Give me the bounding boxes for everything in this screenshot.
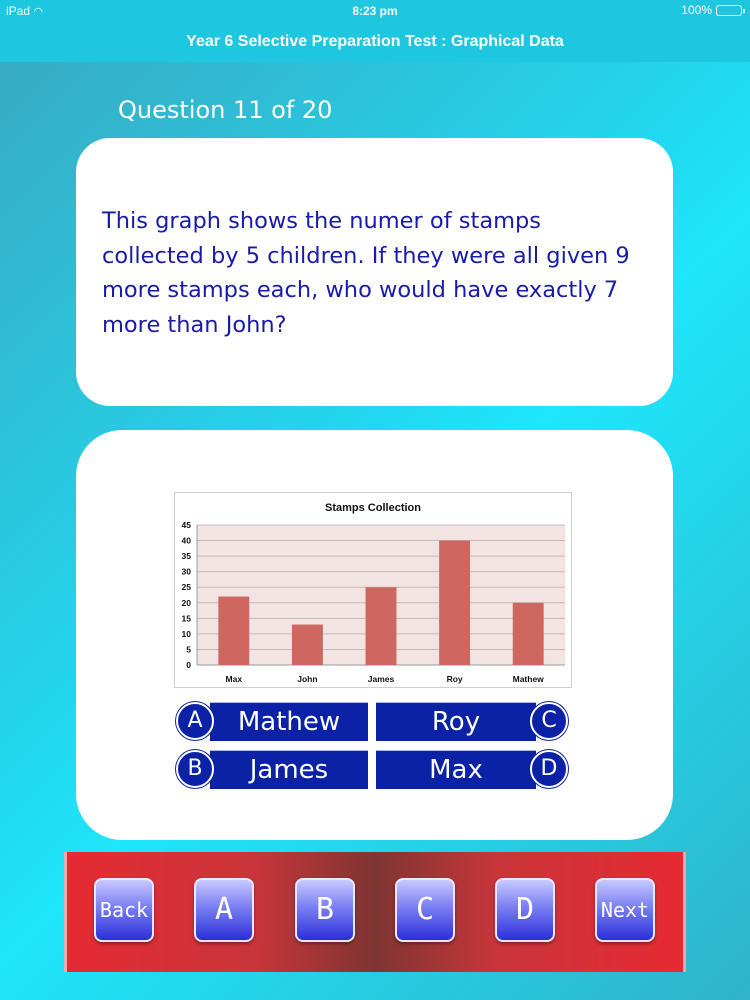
status-right xyxy=(681,3,742,17)
option-d-badge[interactable]: D xyxy=(530,750,568,788)
option-d-label: Max xyxy=(429,755,483,785)
y-tick-label: 40 xyxy=(181,535,191,546)
option-d-button[interactable] xyxy=(376,750,536,789)
bar-roy xyxy=(439,541,470,665)
battery-percent: 100% xyxy=(681,3,712,17)
answer-d-button[interactable]: D xyxy=(495,878,555,942)
y-tick-label: 20 xyxy=(181,597,191,608)
option-c-label: Roy xyxy=(431,707,481,737)
x-tick-label: John xyxy=(297,674,318,684)
back-button[interactable]: Back xyxy=(94,878,154,942)
bar-john xyxy=(292,625,323,665)
x-tick-label: Mathew xyxy=(512,674,544,684)
bar-james xyxy=(366,587,397,665)
y-tick-label: 10 xyxy=(181,628,191,639)
answer-card xyxy=(76,430,673,840)
option-c-badge[interactable]: C xyxy=(530,702,568,740)
x-tick-label: Roy xyxy=(446,674,463,684)
answer-c-button[interactable]: C xyxy=(395,878,455,942)
answer-b-button[interactable]: B xyxy=(295,878,355,942)
option-c-button[interactable] xyxy=(376,702,536,741)
option-b-button[interactable] xyxy=(210,750,368,789)
control-bar xyxy=(64,852,686,972)
bar-mathew xyxy=(513,603,544,665)
x-tick-label: Max xyxy=(225,674,243,684)
next-button[interactable]: Next xyxy=(595,878,655,942)
stamps-chart xyxy=(174,492,572,688)
battery-icon xyxy=(716,5,742,16)
answer-a-button[interactable]: A xyxy=(194,878,254,942)
device-label: iPad xyxy=(6,4,31,18)
status-time: 8:23 pm xyxy=(352,4,398,18)
y-tick-label: 35 xyxy=(181,551,191,562)
y-tick-label: 25 xyxy=(181,582,191,593)
question-text: This graph shows the numer of stamps collected by 5 children. If they were all given 9 more stamps each, who would have exactly 7 more than John? xyxy=(102,208,630,338)
question-card xyxy=(76,138,673,406)
x-tick-label: James xyxy=(367,674,395,684)
question-number: Question 11 of 20 xyxy=(118,96,333,124)
bar-max xyxy=(218,597,249,665)
option-b-badge[interactable]: B xyxy=(176,750,214,788)
wifi-icon: ◠ xyxy=(33,6,43,18)
y-tick-label: 0 xyxy=(186,660,191,670)
y-tick-label: 45 xyxy=(181,520,191,530)
app-title: Year 6 Selective Preparation Test : Graphical Data xyxy=(0,22,750,62)
option-a-label: Mathew xyxy=(237,707,341,737)
status-bar xyxy=(0,0,750,22)
y-tick-label: 15 xyxy=(181,613,191,624)
y-tick-label: 5 xyxy=(186,644,191,655)
option-a-button[interactable] xyxy=(210,702,368,741)
option-b-label: James xyxy=(249,755,329,785)
y-tick-label: 30 xyxy=(181,566,191,577)
option-a-badge[interactable]: A xyxy=(176,702,214,740)
chart-title: Stamps Collection xyxy=(325,502,421,514)
chart-svg xyxy=(175,493,571,687)
